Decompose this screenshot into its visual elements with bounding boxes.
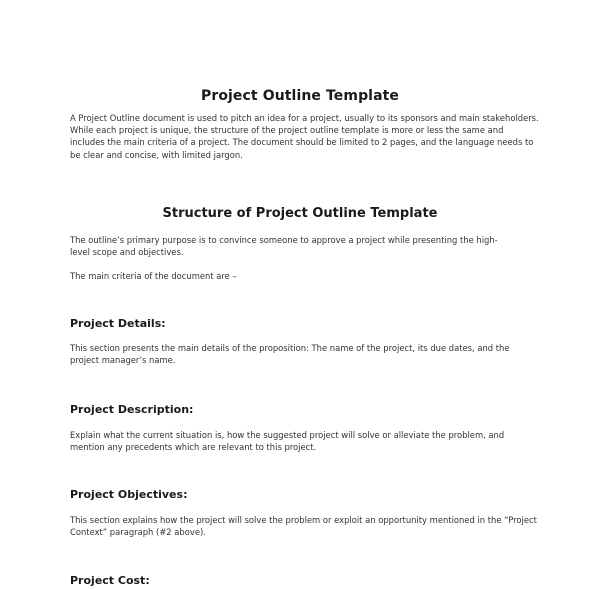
intro-paragraph: A Project Outline document is used to pitch an idea for a project, usually to its sponsors and main stakeholders. While each project is unique, the structure of the project outline template is more or less the same and includes the main criteria of a project. The document should be limited to 2 pages, and the language needs to be clear and concise, with limited jargon. <box>70 113 539 160</box>
criteria-intro-paragraph: The main criteria of the document are – <box>70 271 237 281</box>
section-heading-project-details: Project Details: <box>70 317 166 330</box>
structure-heading: Structure of Project Outline Template <box>162 206 438 221</box>
section-heading-project-objectives: Project Objectives: <box>70 488 188 501</box>
section-heading-project-description: Project Description: <box>70 403 194 416</box>
purpose-paragraph: The outline’s primary purpose is to convince someone to approve a project while presenting the high-level scope and objectives. <box>70 235 498 258</box>
section-heading-project-cost: Project Cost: <box>70 574 150 587</box>
section-body-project-details: This section presents the main details of the proposition: The name of the project, its due dates, and the project manager’s name. <box>70 343 510 366</box>
section-body-project-description: Explain what the current situation is, how the suggested project will solve or alleviate the problem, and mention any precedents which are relevant to this project. <box>70 430 505 453</box>
document-title: Project Outline Template <box>200 88 400 104</box>
section-body-project-objectives: This section explains how the project will solve the problem or exploit an opportunity mentioned in the “Project Context” paragraph (#2 above). <box>70 515 537 538</box>
